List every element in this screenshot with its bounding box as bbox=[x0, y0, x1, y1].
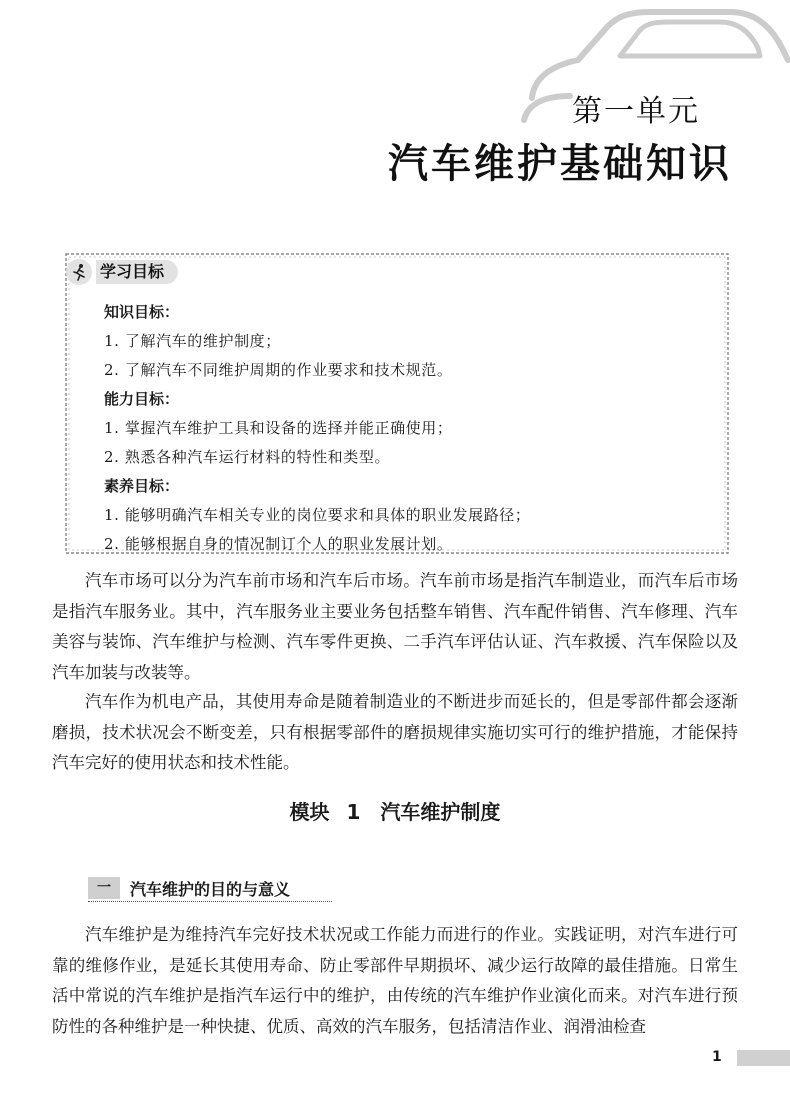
learning-goals-circle bbox=[66, 259, 92, 285]
runner-icon bbox=[70, 263, 88, 281]
section-paragraph: 汽车维护是为维持汽车完好技术状况或工作能力而进行的作业。实践证明，对汽车进行可靠的维修作业，是延长其使用寿命、防止零部件早期损坏、减少运行故障的最佳措施。日常生活中常说的汽车维护是指汽车运行中的维护，由传统的汽车维护作业演化而来。对汽车进行预防性的各种维护是一种快捷、优质、高效的汽车服务，包括清洁作业、润滑油检查 bbox=[52, 925, 738, 1036]
goal-category-knowledge: 知识目标： bbox=[104, 303, 180, 321]
module-heading: 模块 1 汽车维护制度 bbox=[289, 800, 501, 824]
section-number: 一 bbox=[88, 877, 120, 899]
goal-item: 1. 了解汽车的维护制度； bbox=[104, 332, 281, 350]
page-number: 1 bbox=[712, 1049, 722, 1065]
goal-item: 1. 掌握汽车维护工具和设备的选择并能正确使用； bbox=[104, 419, 453, 437]
section-title: 汽车维护的目的与意义 bbox=[130, 879, 291, 899]
learning-goals-content bbox=[104, 298, 714, 559]
goal-item: 2. 能够根据自身的情况制订个人的职业发展计划。 bbox=[104, 535, 453, 553]
page-number-bar bbox=[737, 1050, 790, 1066]
goal-category-literacy: 素养目标： bbox=[104, 477, 180, 495]
body-paragraph-1: 汽车市场可以分为汽车前市场和汽车后市场。汽车前市场是指汽车制造业，而汽车后市场是指汽车服务业。其中，汽车服务业主要业务包括整车销售、汽车配件销售、汽车修理、汽车美容与装饰、汽车维护与检测、汽车零件更换、二手汽车评估认证、汽车救援、汽车保险以及汽车加装与改装等。 bbox=[52, 571, 738, 682]
goal-item: 2. 熟悉各种汽车运行材料的特性和类型。 bbox=[104, 448, 391, 466]
learning-goals-label: 学习目标 bbox=[96, 260, 178, 284]
unit-title: 汽车维护基础知识 bbox=[388, 141, 732, 187]
goal-item: 2. 了解汽车不同维护周期的作业要求和技术规范。 bbox=[104, 361, 453, 379]
goal-item: 1. 能够明确汽车相关专业的岗位要求和具体的职业发展路径； bbox=[104, 506, 531, 524]
goal-category-ability: 能力目标： bbox=[104, 390, 180, 408]
learning-goals-header bbox=[66, 258, 178, 286]
body-paragraph-2: 汽车作为机电产品，其使用寿命是随着制造业的不断进步而延长的，但是零部件都会逐渐磨损，技术状况会不断变差，只有根据零部件的磨损规律实施切实可行的维护措施，才能保持汽车完好的使用状态和技术性能。 bbox=[52, 692, 738, 772]
unit-number: 第一单元 bbox=[572, 94, 700, 129]
learning-goals-box bbox=[62, 250, 732, 557]
section-heading bbox=[88, 875, 332, 902]
